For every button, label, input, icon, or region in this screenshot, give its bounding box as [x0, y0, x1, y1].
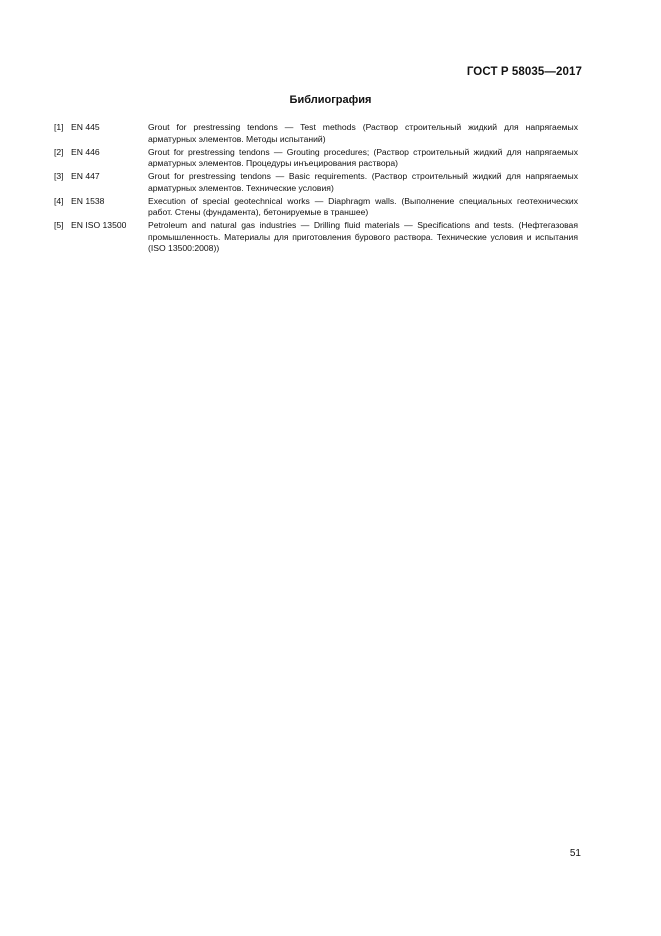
reference-number: [1]: [54, 122, 64, 132]
reference-number: [2]: [54, 146, 64, 157]
reference-text: Grout for prestressing tendons — Grouting procedures; (Раствор строительный жидкий для напрягаемых арматурных элементов. Процедуры инъецирования раствора): [148, 146, 578, 168]
reference-number: [3]: [54, 171, 64, 181]
bibliography-list: [54, 122, 578, 256]
reference-code: EN 447: [71, 171, 100, 181]
reference-text: Grout for prestressing tendons — Test methods (Раствор строительный жидкий для напрягаемых арматурных элементов. Методы испытаний): [148, 122, 578, 144]
bibliography-entry: [54, 220, 578, 255]
bibliography-entry: [54, 147, 578, 170]
standard-number: ГОСТ Р 58035—2017: [466, 66, 582, 78]
reference-text: Execution of special geotechnical works — Diaphragm walls. (Выполнение специальных геотехнических работ. Стены (фундамента), бетонируемые в траншее): [148, 195, 578, 217]
page-number: 51: [569, 848, 581, 859]
bibliography-entry: [54, 122, 578, 145]
reference-code: EN 446: [71, 146, 100, 157]
section-title: Библиография: [289, 94, 372, 106]
reference-number: [4]: [54, 195, 64, 206]
reference-code: EN 445: [71, 122, 100, 132]
reference-number: [5]: [54, 220, 64, 230]
reference-code: EN 1538: [71, 195, 105, 206]
bibliography-entry: [54, 196, 578, 219]
reference-text: Grout for prestressing tendons — Basic requirements. (Раствор строительный жидкий для напрягаемых арматурных элементов. Технические условия): [148, 171, 578, 193]
bibliography-entry: [54, 171, 578, 194]
reference-code: EN ISO 13500: [71, 220, 127, 230]
reference-text: Petroleum and natural gas industries — Drilling fluid materials — Specifications and tests. (Нефтегазовая промышленность. Материалы для приготовления бурового раствора. Технические условия и испытания (ISO 13500:2008)): [148, 220, 578, 253]
